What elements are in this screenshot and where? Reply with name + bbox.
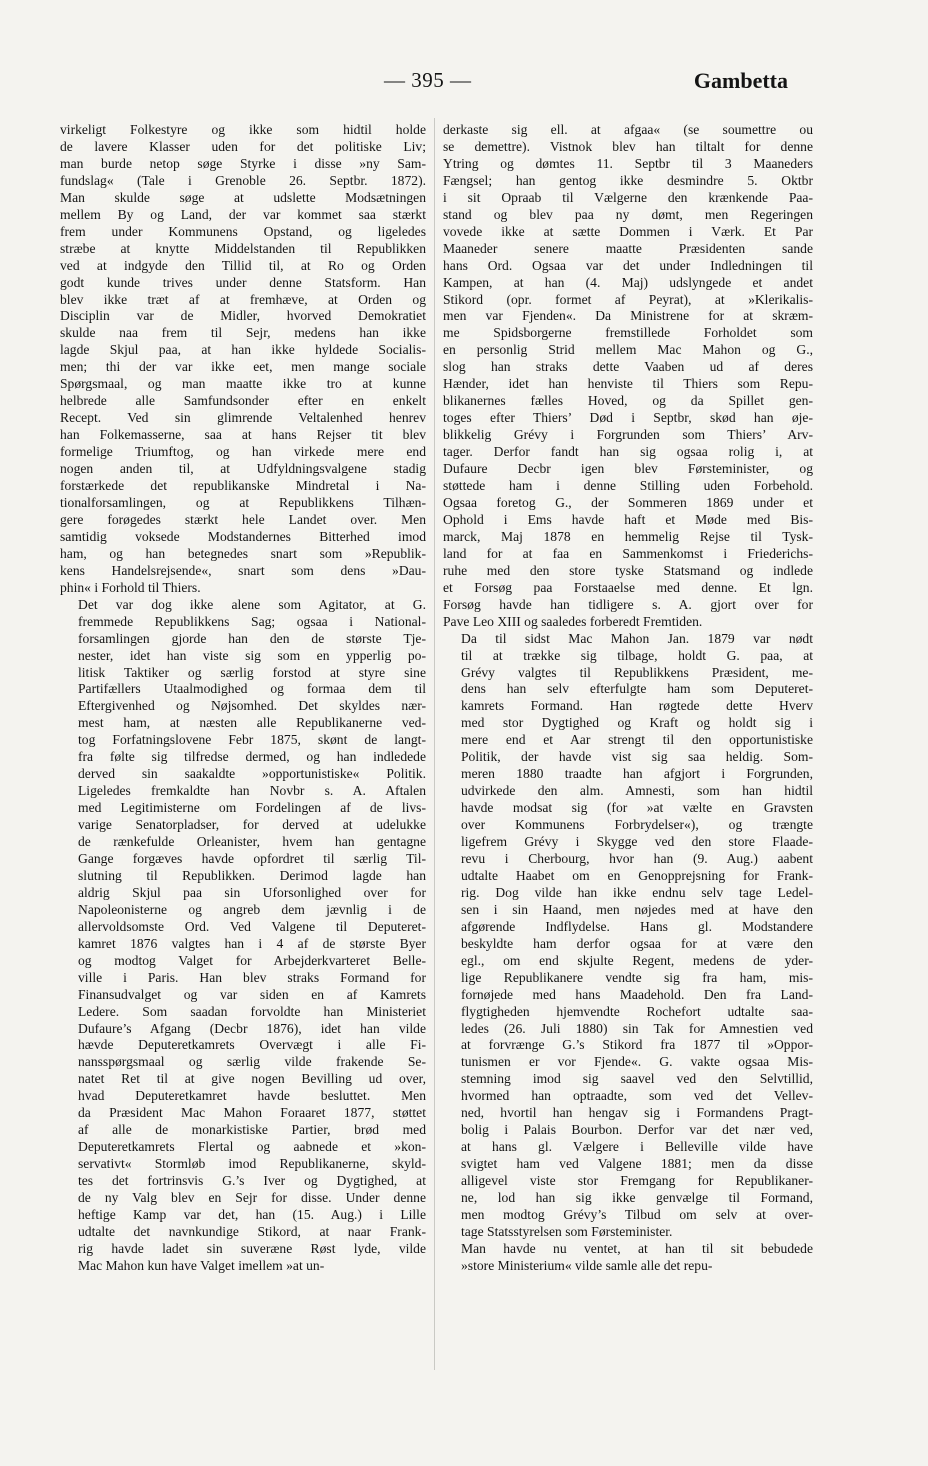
- text-line: blikkelig Grévy i Forgrunden som Thiers’ Arv-: [443, 427, 813, 443]
- text-line: sen i sin Haand, men nøjedes med at have den: [461, 901, 813, 917]
- text-line: i sit Opraab til Vælgerne den krænkende Paa-: [443, 189, 813, 205]
- text-line: af alle de monarkistiske Partier, brød med: [78, 1122, 426, 1138]
- text-line: Det var dog ikke alene som Agitator, at G.: [78, 596, 426, 612]
- text-line: rig. Dog vilde han ikke endnu selv tage Ledel-: [461, 884, 813, 900]
- running-head: Gambetta: [693, 68, 788, 93]
- text-line: Eftergivenhed og Nøjsomhed. Det skyldes nær-: [78, 698, 426, 714]
- text-line: Man skulde søge at udslette Modsætningen: [60, 189, 426, 205]
- text-line: litisk Taktiker og særlig forstod at styre sine: [78, 664, 426, 680]
- text-line: Fængsel; han gentog ikke desmindre 5. Oktbr: [443, 172, 813, 188]
- text-line: bolig i Palais Bourbon. Derfor var det nær ved,: [461, 1122, 813, 1138]
- text-line: dens han selv efterfulgte ham som Deputeret-: [461, 681, 813, 697]
- text-line: Grévy valgtes til Republikkens Præsident, me-: [461, 664, 813, 680]
- text-line: tager. Derfor fandt han sig ogsaa rolig i, at: [443, 444, 813, 460]
- text-line: forsamlingen gjorde han den de største Tje-: [78, 630, 426, 646]
- text-line: Ligeledes fremkaldte han Novbr s. A. Aftalen: [78, 783, 426, 799]
- text-line: allervoldsomste Ord. Ved Valgene til Deputeret-: [78, 918, 426, 934]
- text-line: hævde Deputeretkamrets Overvægt i alle Fi-: [78, 1037, 426, 1053]
- text-line: tog Forfatningslovene Febr 1875, skønt de langt-: [78, 732, 426, 748]
- paragraph: [443, 1241, 813, 1275]
- text-line: toges efter Thiers’ Død i Septbr, skød han øje-: [443, 410, 813, 426]
- text-line: skulde naa frem til Sejr, medens han ikke: [60, 325, 426, 341]
- text-line: Ytring og dømtes 11. Septbr til 3 Maaneders: [443, 155, 813, 171]
- text-line: Hænder, idet han henviste til Thiers som Repu-: [443, 376, 813, 392]
- text-line: Napoleonisterne og angreb dem jævnlig i de: [78, 901, 426, 917]
- text-line: tionalforsamlingen, og at Republikkens Tilhæn-: [60, 494, 426, 510]
- text-line: se demettre). Vistnok blev han tiltalt for denne: [443, 138, 813, 154]
- text-line: forstærkede det republikanske Mindretal i Na-: [60, 478, 426, 494]
- text-line: derkaste sig ell. at afgaa« (se soumettre ou: [443, 122, 813, 137]
- text-line: virkeligt Folkestyre og ikke som hidtil holde: [60, 122, 426, 137]
- text-line: aldrig Skjul paa sin Uforsonlighed over for: [78, 884, 426, 900]
- text-line: hvormed han optraadte, som ved det Vellev-: [461, 1088, 813, 1104]
- text-line: hans Ord. Ogsaa var det under Indledningen til: [443, 257, 813, 273]
- text-line: »store Ministerium« vilde samle alle det repu-: [461, 1257, 713, 1273]
- text-line: helbrede alle Samfundsonder efter en enkelt: [60, 393, 426, 409]
- text-line: derved sin saakaldte »opportunistiske« Politik.: [78, 766, 426, 782]
- text-line: alligevel viste stor Fremgang for Republikaner-: [461, 1173, 813, 1189]
- text-line: stemning imod sig saavel ved den Selvtillid,: [461, 1071, 813, 1087]
- text-line: blikanernes fælles Hoved, og da Spillet gen-: [443, 393, 813, 409]
- text-line: ham, og han betegnedes snart som »Republik-: [60, 545, 426, 561]
- text-line: Partifællers Utaalmodighed og formaa dem til: [78, 681, 426, 697]
- text-line: Da til sidst Mac Mahon Jan. 1879 var nødt: [461, 630, 813, 646]
- text-line: en personlig Strid mellem Mac Mahon og G.,: [443, 342, 813, 358]
- text-line: rig havde ladet sin suveræne Røst lyde, vilde: [78, 1240, 426, 1256]
- text-line: men modtog Grévy’s Tilbud om selv at over-: [461, 1207, 813, 1222]
- text-line: de rænkefulde Orleanister, hvem han gentagne: [78, 834, 426, 850]
- text-line: med Legitimisterne om Fordelingen af de livs-: [78, 800, 426, 816]
- text-line: Finansudvalget og var siden en af Kamrets: [78, 986, 426, 1002]
- text-line: ned, hvortil han hengav sig i Formandens Pragt-: [461, 1105, 813, 1121]
- text-line: de lavere Klasser uden for det politiske Liv;: [60, 138, 426, 154]
- text-line: Forsøg havde han tidligere s. A. gjort over for: [443, 596, 813, 612]
- text-line: ved at indgyde den Tillid til, at Ro og Orden: [60, 257, 426, 273]
- text-line: mellem By og Land, der var kommet saa stærkt: [60, 206, 426, 222]
- paragraph: [60, 597, 426, 1275]
- text-line: heftige Kamp var det, han (15. Aug.) i Lille: [78, 1207, 426, 1222]
- text-line: tes det fortrinsvis G.’s Iver og Dygtighed, at: [78, 1173, 426, 1189]
- text-line: nester, idet han viste sig som en ypperlig po-: [78, 647, 426, 663]
- text-line: Dufaure Decbr igen blev Førsteminister, og: [443, 461, 813, 477]
- text-line: afgørende Indflydelse. Hans gl. Modstandere: [461, 918, 813, 934]
- text-line: Pave Leo XIII og saaledes forberedt Fremtiden.: [443, 613, 703, 629]
- text-line: Recept. Ved sin glimrende Veltalenhed henrev: [60, 410, 426, 426]
- text-line: kamret 1876 valgtes han i 4 af de største Byer: [78, 935, 426, 951]
- text-line: og modtog Valget for Arbejderkvarteret Belle-: [78, 952, 426, 968]
- right-text-column: [443, 122, 813, 1275]
- paragraph: [60, 122, 426, 597]
- text-line: kens Handelsrejsende«, snart som dens »Dau-: [60, 562, 426, 578]
- text-line: Stikord (opr. formet af Peyrat), at »Klerikalis-: [443, 291, 813, 307]
- text-line: natet Ret til at give nogen Bevilling ud over,: [78, 1071, 426, 1087]
- text-line: hvad Deputeretkamret havde besluttet. Men: [78, 1088, 426, 1104]
- text-line: lige Republikanere vendte sig fra ham, mis-: [461, 969, 813, 985]
- paragraph: [443, 122, 813, 631]
- text-line: Kampen, at han (4. Maj) udslyngede et andet: [443, 274, 813, 290]
- text-line: Ophold i Ems havde haft et Møde med Bis-: [443, 511, 813, 527]
- text-line: frem under Kommunens Opstand, og ligeledes: [60, 223, 426, 239]
- text-line: slutning til Republikken. Derimod lagde han: [78, 867, 426, 883]
- text-line: ville i Paris. Han blev straks Formand for: [78, 969, 426, 985]
- paragraph: [443, 631, 813, 1241]
- text-line: havde modsat sig (for »at vælte en Gravsten: [461, 800, 813, 816]
- text-line: mere end et Aar strengt til den opportunistiske: [461, 732, 813, 748]
- text-line: mest ham, at næsten alle Republikanerne ved-: [78, 715, 426, 731]
- text-line: udtalte det navnkundige Stikord, at naar Frank-: [78, 1223, 426, 1239]
- text-line: varige Senatorpladser, for derved at udelukke: [78, 817, 426, 833]
- text-line: fornøjede med hans Maadehold. Den fra Land-: [461, 986, 813, 1002]
- text-line: man burde netop søge Styrke i disse »ny Sam-: [60, 155, 426, 171]
- text-line: nansspørgsmaal og særlig vilde frakende Se-: [78, 1054, 426, 1070]
- page-header: [0, 68, 928, 102]
- text-line: ledes (26. Juli 1880) sin Tak for Amnestien ved: [461, 1020, 813, 1036]
- text-line: Mac Mahon kun have Valget imellem »at un-: [78, 1257, 325, 1273]
- text-line: servativt« Stormløb imod Republikanerne, skyld-: [78, 1156, 426, 1172]
- text-line: egl., om end skjulte Regent, medens de yder-: [461, 952, 813, 968]
- text-line: fremmede Republikkens Sag; ogsaa i National-: [78, 613, 426, 629]
- text-line: meren 1880 traadte han afgjort i Forgrunden,: [461, 766, 813, 782]
- text-line: de ny Valg blev en Sejr for disse. Under denne: [78, 1190, 426, 1206]
- text-line: samtidig voksede Modstandernes Bitterhed imod: [60, 528, 426, 544]
- text-line: at forvrænge G.’s Stikord fra 1877 til »Oppor-: [461, 1037, 813, 1053]
- column-divider: [434, 118, 435, 1370]
- text-line: revu i Cherbourg, hvor han (9. Aug.) aabent: [461, 850, 813, 866]
- text-line: da Præsident Mac Mahon Foraaret 1877, støttet: [78, 1105, 426, 1121]
- text-line: udvirkede den alm. Amnesti, som han hidtil: [461, 783, 813, 799]
- text-line: at hans gl. Vælgere i Belleville vilde have: [461, 1139, 813, 1155]
- text-line: stræbe at knytte Middelstanden til Republikken: [60, 240, 426, 256]
- text-line: støttede ham i denne Stilling uden Forbehold.: [443, 478, 813, 494]
- text-line: slog han straks dette Vaaben ud af deres: [443, 359, 813, 375]
- text-line: kamrets Formand. Han røgtede dette Hverv: [461, 698, 813, 714]
- text-line: nogen anden til, at Udfyldningsvalgene stadig: [60, 461, 426, 477]
- text-line: ligefrem Grévy i Skygge ved den store Flaade-: [461, 834, 813, 850]
- text-line: Man havde nu ventet, at han til sit bebudede: [461, 1240, 813, 1256]
- text-line: gere forøgedes stærkt hele Landet over. Men: [60, 511, 426, 527]
- text-line: fundslag« (Tale i Grenoble 26. Septbr. 1872).: [60, 172, 426, 188]
- text-line: Ledere. Som saadan forvoldte han Ministeriet: [78, 1003, 426, 1019]
- left-text-column: [60, 122, 426, 1275]
- text-line: udtalte Haabet om en Genopprejsning for Frank-: [461, 867, 813, 883]
- text-line: beskyldte ham derfor ogsaa for at være den: [461, 935, 813, 951]
- text-line: ruhe med den store tyske Statsmand og indlede: [443, 562, 813, 578]
- text-line: godt kunde trives under denne Statsform. Han: [60, 274, 426, 290]
- text-line: han Folkemasserne, saa at hans Rejser tit blev: [60, 427, 426, 443]
- text-line: tunismen er vor Fjende«. G. vakte ogsaa Mis-: [461, 1054, 813, 1070]
- text-line: Dufaure’s Afgang (Decbr 1876), idet han vilde: [78, 1020, 426, 1036]
- text-line: formelige Triumftog, og han virkede mere end: [60, 444, 426, 460]
- text-line: men var Fjenden«. Da Ministrene for at skræm-: [443, 308, 813, 324]
- page-number: — 395 —: [384, 68, 472, 92]
- text-line: stand og blev paa ny dømt, men Regeringen: [443, 206, 813, 222]
- text-line: blev ikke træt af at fremhæve, at Orden og: [60, 291, 426, 307]
- text-line: ne, lod han sig ikke genvælge til Formand,: [461, 1190, 813, 1206]
- text-line: men; thi der var ikke eet, men mange sociale: [60, 359, 426, 375]
- text-line: Ogsaa foretog G., der Sommeren 1869 under et: [443, 494, 813, 510]
- text-line: Maaneder senere maatte Præsidenten sande: [443, 240, 813, 256]
- text-line: et Forsøg paa Forstaaelse med denne. Et lgn.: [443, 579, 813, 595]
- text-line: land for at faa en Sammenkomst i Friederichs-: [443, 545, 813, 561]
- text-line: flygtigheden hjemvendte Rochefort udtalte saa-: [461, 1003, 813, 1019]
- text-line: tage Statsstyrelsen som Førsteminister.: [461, 1223, 673, 1239]
- text-line: Gange forgæves havde opfordret til særlig Til-: [78, 850, 426, 866]
- text-line: Deputeretkamrets Flertal og aabnede et »kon-: [78, 1139, 426, 1155]
- text-line: til at trække sig tilbage, holdt G. paa, at: [461, 647, 813, 663]
- text-line: lagde Skjul paa, at han ikke hyldede Socialis-: [60, 342, 426, 358]
- text-line: phin« i Forhold til Thiers.: [60, 579, 201, 595]
- text-line: Spørgsmaal, og man maatte ikke tro at kunne: [60, 376, 426, 392]
- text-line: over Kommunens Forbrydelser«), og trængte: [461, 817, 813, 833]
- text-line: vovede ikke at sætte Dommen i Værk. Et Par: [443, 223, 813, 239]
- text-line: marck, Maj 1878 en hemmelig Rejse til Tysk-: [443, 528, 813, 544]
- text-line: svigtet ham ved Valgene 1881; men da disse: [461, 1156, 813, 1172]
- text-line: Disciplin var de Midler, hvorved Demokratiet: [60, 308, 426, 324]
- text-line: med stor Dygtighed og Kraft og holdt sig i: [461, 715, 813, 731]
- text-line: fra følte sig tilfredse dermed, og han indledede: [78, 749, 426, 765]
- text-line: Politik, der havde vist sig saa heldig. Som-: [461, 749, 813, 765]
- text-line: me Spidsborgerne fremstillede Forholdet som: [443, 325, 813, 341]
